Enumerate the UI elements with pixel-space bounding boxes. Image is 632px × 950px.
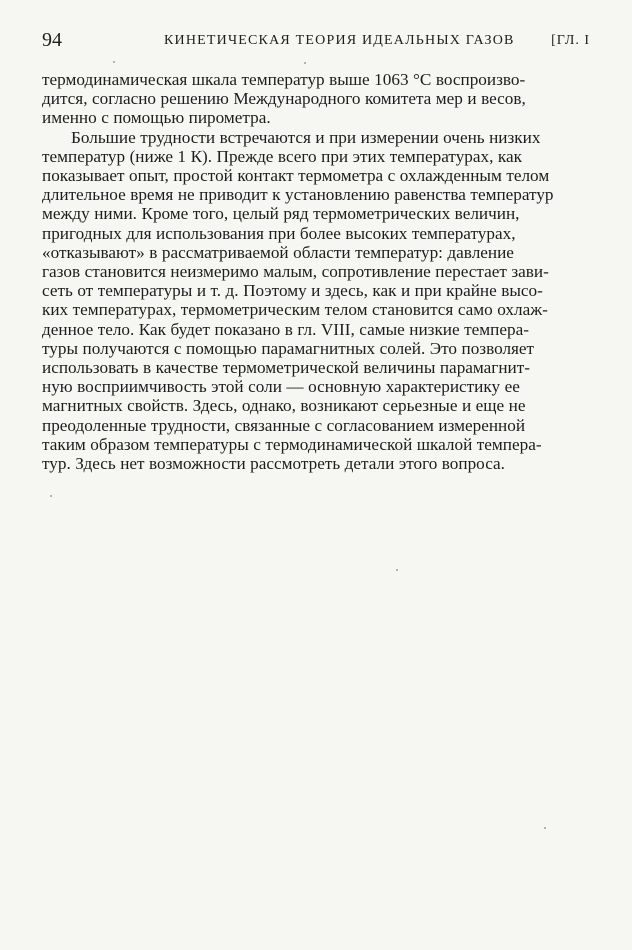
body-line: длительное время не приводит к установлению равенства температур <box>42 185 554 205</box>
scan-speck <box>50 495 52 497</box>
body-line: газов становится неизмеримо малым, сопротивление перестает зави- <box>42 262 549 282</box>
paragraph-first-line: Большие трудности встречаются и при измерении очень низких <box>71 127 541 147</box>
body-line: между ними. Кроме того, целый ряд термометрических величин, <box>42 204 520 224</box>
body-line: именно с помощью пирометра. <box>42 108 271 128</box>
page-number: 94 <box>42 29 62 51</box>
scan-speck <box>113 61 115 63</box>
chapter-label: [ГЛ. I <box>551 33 590 48</box>
running-title: КИНЕТИЧЕСКАЯ ТЕОРИЯ ИДЕАЛЬНЫХ ГАЗОВ <box>164 33 515 48</box>
body-line: «отказывают» в рассматриваемой области температур: давление <box>42 242 514 262</box>
body-line: дится, согласно решению Международного комитета мер и весов, <box>42 89 526 109</box>
scan-speck <box>396 569 398 571</box>
body-text <box>42 70 590 473</box>
body-line: магнитных свойств. Здесь, однако, возникают серьезные и еще не <box>42 396 526 416</box>
body-line: ких температурах, термометрическим телом становится само охлаж- <box>42 300 548 320</box>
body-line: преодоленные трудности, связанные с согласованием измеренной <box>42 415 526 435</box>
body-line: таким образом температуры с термодинамической шкалой темпера- <box>42 434 542 454</box>
body-line: ную восприимчивость этой соли — основную характеристику ее <box>42 377 520 397</box>
body-line: тур. Здесь нет возможности рассмотреть детали этого вопроса. <box>42 454 505 474</box>
body-line: пригодных для использования при более высоких температурах, <box>42 223 516 243</box>
book-page <box>42 28 590 473</box>
body-line: показывает опыт, простой контакт термометра с охлажденным телом <box>42 166 550 186</box>
body-line: туры получаются с помощью парамагнитных солей. Это позволяет <box>42 338 535 358</box>
scan-speck <box>304 62 306 64</box>
body-line: денное тело. Как будет показано в гл. VIII, самые низкие темпера- <box>42 319 529 339</box>
body-line: использовать в качестве термометрической величины парамагнит- <box>42 358 530 378</box>
body-line: сеть от температуры и т. д. Поэтому и здесь, как и при крайне высо- <box>42 281 543 301</box>
body-line: термодинамическая шкала температур выше 1063 °С воспроизво- <box>42 70 526 89</box>
running-head <box>42 28 590 52</box>
body-line: температур (ниже 1 К). Прежде всего при этих температурах, как <box>42 146 522 166</box>
scan-speck <box>544 827 546 829</box>
